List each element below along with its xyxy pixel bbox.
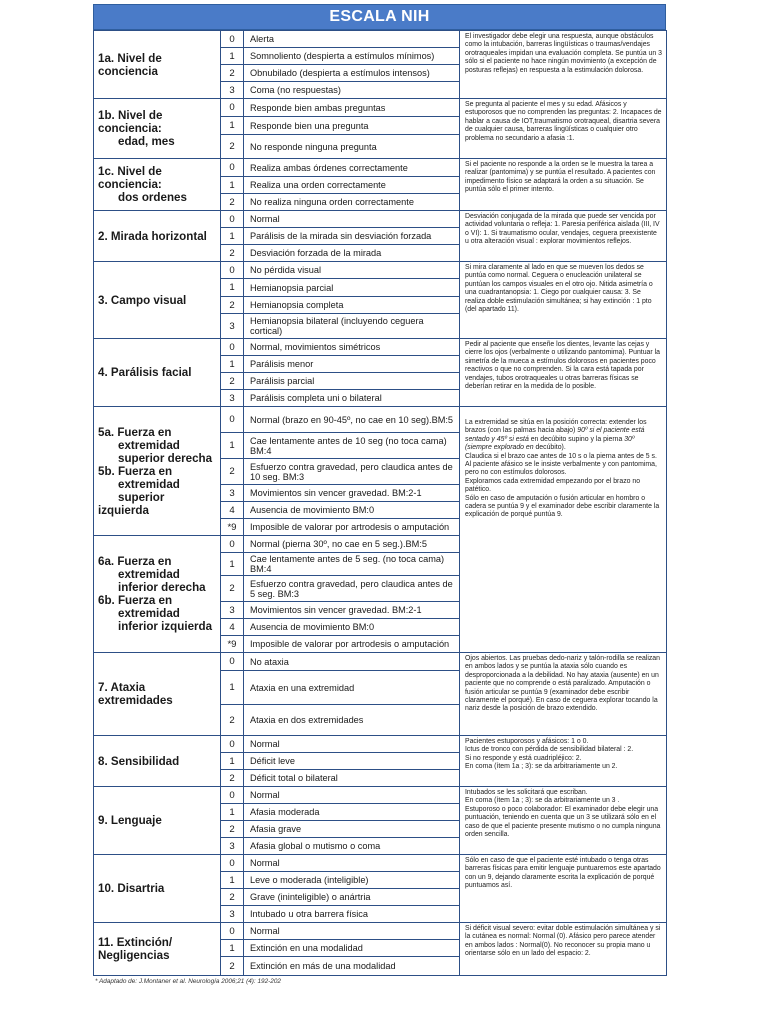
- score-cell: 2: [221, 576, 244, 602]
- option-text: Cae lentamente antes de 5 seg. (no toca cama) BM:4: [244, 553, 460, 576]
- item-1a-label: 1a. Nivel de conciencia: [94, 31, 221, 99]
- option-text: Déficit leve: [244, 753, 460, 770]
- option-text: No ataxia: [244, 653, 460, 671]
- item-1c-line2: dos ordenes: [118, 191, 187, 204]
- item-5b-line2: extremidad: [118, 477, 180, 491]
- item-6-label: [94, 536, 221, 653]
- option-text: Coma (no respuestas): [244, 82, 460, 99]
- score-cell: 0: [221, 536, 244, 553]
- score-cell: 3: [221, 906, 244, 923]
- footer-citation: * Adaptado de: J.Montaner et al. Neurología 2006;21 (4): 192-202: [95, 978, 281, 985]
- score-cell: 3: [221, 390, 244, 407]
- item-9-note: [460, 787, 667, 855]
- option-text: Realiza ambas órdenes correctamente: [244, 159, 460, 177]
- option-text: Normal: [244, 855, 460, 872]
- item-4-label: 4. Parálisis facial: [94, 339, 221, 407]
- score-cell: 2: [221, 889, 244, 906]
- score-cell: 3: [221, 82, 244, 99]
- score-cell: 0: [221, 923, 244, 940]
- score-cell: 1: [221, 279, 244, 297]
- score-cell: 2: [221, 821, 244, 838]
- option-text: Afasia moderada: [244, 804, 460, 821]
- note-text: Exploramos cada extremidad empezando por el brazo no patético.: [465, 477, 641, 494]
- item-7-note: Ojos abiertos. Las pruebas dedo-nariz y talón-rodilla se realizan en ambos lados y se puntúa la ataxia sólo cuando es desproporcionada a la debilidad. No hay ataxia (ausente) en un paciente que no comprende o está paralizado. Amputación o fusión articular se puntúa 9 (examinador debe escribir claramente el porqué). En caso de ceguera explorar tocando la nariz desde la posición de brazo extendido.: [460, 653, 667, 736]
- score-cell: *9: [221, 519, 244, 536]
- score-cell: 2: [221, 459, 244, 485]
- item-11-line1: 11. Extinción/: [98, 936, 173, 949]
- item-11-label: [94, 923, 221, 976]
- score-cell: 3: [221, 485, 244, 502]
- option-text: Normal, movimientos simétricos: [244, 339, 460, 356]
- score-cell: 0: [221, 653, 244, 671]
- option-text: Imposible de valorar por artrodesis o amputación: [244, 636, 460, 653]
- table-row: [94, 923, 667, 940]
- option-text: Afasia grave: [244, 821, 460, 838]
- nih-scale-document: [93, 4, 666, 985]
- option-text: No responde ninguna pregunta: [244, 135, 460, 159]
- note-text: en decúbito supino y la pierna: [528, 435, 625, 443]
- option-text: Esfuerzo contra gravedad, pero claudica antes de 10 seg. BM:3: [244, 459, 460, 485]
- option-text: Hemianopsia completa: [244, 297, 460, 314]
- option-text: Alerta: [244, 31, 460, 48]
- note-text: Sólo en caso de amputación o fusión articular en hombro o cadera se puntúa 9 y el examinador debe escribir claramente la explicación de porqué puntúa 9.: [465, 494, 660, 519]
- item-8-label: 8. Sensibilidad: [94, 736, 221, 787]
- option-text: Afasia global o mutismo o coma: [244, 838, 460, 855]
- score-cell: 1: [221, 671, 244, 705]
- option-text: Normal: [244, 923, 460, 940]
- item-3-note: Si mira claramente al lado en que se mueven los dedos se puntúa como normal. Ceguera o enucleación unilateral se puntúan los campos visuales en el otro ojo. Nitida asimetría o una cuadrantanopsia: 1. Ciego por cualquier causa: 3. Se realiza doble estimulación simultánea; si hay extinción : 1 pto (del apartado 11).: [460, 262, 667, 339]
- item-5a-line3: superior derecha: [118, 451, 213, 465]
- option-text: Normal: [244, 736, 460, 753]
- note-italic: 30º (siempre explorado en: [465, 435, 635, 452]
- score-cell: 0: [221, 211, 244, 228]
- option-text: Hemianopsia parcial: [244, 279, 460, 297]
- option-text: Ataxia en dos extremidades: [244, 705, 460, 736]
- option-text: Normal: [244, 211, 460, 228]
- note-text: La extremidad se sitúa en la posición correcta: extender los brazos (con las palmas hacia abajo): [465, 419, 647, 435]
- note-text: Pacientes estuporosos y afásicos: 1 o 0.: [465, 738, 589, 745]
- option-text: Intubado u otra barrera física: [244, 906, 460, 923]
- option-text: Desviación forzada de la mirada: [244, 245, 460, 262]
- table-row: [94, 653, 667, 671]
- score-cell: 0: [221, 31, 244, 48]
- item-1c-note: Si el paciente no responde a la orden se le muestra la tarea a realizar (pantomima) y se puntúa el resultado. A pacientes con impedimento físico se adaptará la orden a su situación. Se puntúa sólo el primer intento.: [460, 159, 667, 211]
- option-text: Extinción en más de una modalidad: [244, 957, 460, 976]
- item-1b-line2: edad, mes: [118, 135, 175, 148]
- item-1a-note: El investigador debe elegir una respuesta, aunque obstáculos como la intubación, barreras lingüísticas o traumas/vendajes orotraqueales impidan una evaluación completa. Se puntúa un 3 sólo si el paciente no hace ningún movimiento (a excepción de posturas reflejas) en respuesta a la estimulación dolorosa.: [460, 31, 667, 99]
- note-text: Estuporoso o poco colaborador: El examinador debe elegir una puntuación, teniendo en cuenta que un 3 se utilizará sólo en el caso de que el paciente presente mutismo o no cumpla ninguna orden sencilla.: [465, 805, 661, 839]
- score-cell: 4: [221, 619, 244, 636]
- item-9-label: 9. Lenguaje: [94, 787, 221, 855]
- score-cell: 0: [221, 159, 244, 177]
- score-cell: 1: [221, 177, 244, 194]
- table-row: [94, 262, 667, 279]
- note-text: Ictus de tronco con pérdida de sensibilidad bilateral : 2.: [465, 746, 634, 754]
- document-title: ESCALA NIH: [93, 4, 666, 30]
- option-text: Realiza una orden correctamente: [244, 177, 460, 194]
- option-text: Responde bien ambas preguntas: [244, 99, 460, 117]
- score-cell: 2: [221, 957, 244, 976]
- item-2-note: Desviación conjugada de la mirada que puede ser vencida por actividad voluntaria o refleja: 1. Paresia periférica aislada (III, IV o VI): 1. Si traumatismo ocular, vendajes, ceguera preexistente u otra alteración visual : explorar movimientos reflejos.: [460, 211, 667, 262]
- item-5-6-note: [460, 407, 667, 653]
- item-2-label: 2. Mirada horizontal: [94, 211, 221, 262]
- option-text: Normal: [244, 787, 460, 804]
- score-cell: 1: [221, 872, 244, 889]
- item-6b-line1: 6b. Fuerza en: [98, 594, 173, 607]
- score-cell: 2: [221, 705, 244, 736]
- item-8-note: [460, 736, 667, 787]
- option-text: Somnoliento (despierta a estímulos mínimos): [244, 48, 460, 65]
- option-text: Hemianopsia bilateral (incluyendo ceguera cortical): [244, 314, 460, 339]
- option-text: Responde bien una pregunta: [244, 117, 460, 135]
- score-cell: 0: [221, 339, 244, 356]
- item-5b-line3: superior: [118, 490, 165, 504]
- option-text: Grave (ininteligible) o anártria: [244, 889, 460, 906]
- score-cell: 2: [221, 245, 244, 262]
- item-3-label: 3. Campo visual: [94, 262, 221, 339]
- note-text: decúbito).: [533, 444, 566, 452]
- item-1b-label: [94, 99, 221, 159]
- note-text: En coma (ítem 1a ; 3): se da arbitrariamente un 2.: [465, 763, 618, 771]
- option-text: Parálisis parcial: [244, 373, 460, 390]
- table-row: [94, 736, 667, 753]
- option-text: Imposible de valorar por artrodesis o amputación: [244, 519, 460, 536]
- item-6b-line3: inferior izquierda: [118, 620, 213, 633]
- nih-scale-table: [93, 30, 667, 976]
- score-cell: 0: [221, 99, 244, 117]
- score-cell: 3: [221, 314, 244, 339]
- option-text: Movimientos sin vencer gravedad. BM:2-1: [244, 485, 460, 502]
- note-text: Claudica si el brazo cae antes de 10 s o la pierna antes de 5 s.: [465, 452, 657, 460]
- score-cell: 1: [221, 804, 244, 821]
- item-1b-line1: 1b. Nivel de conciencia:: [98, 109, 163, 135]
- item-5b-line1: 5b. Fuerza en: [98, 464, 173, 478]
- table-row: [94, 159, 667, 177]
- item-5b-line4: izquierda: [98, 503, 149, 517]
- score-cell: 2: [221, 194, 244, 211]
- score-cell: 1: [221, 356, 244, 373]
- item-6b-line2: extremidad: [118, 607, 180, 620]
- note-italic: 90º si el paciente está sentado y 45º si está: [465, 427, 645, 443]
- item-5a-line2: extremidad: [118, 438, 180, 452]
- option-text: Normal (brazo en 90-45º, no cae en 10 seg).BM:5: [244, 407, 460, 433]
- option-text: Parálisis completa uni o bilateral: [244, 390, 460, 407]
- score-cell: 1: [221, 228, 244, 245]
- score-cell: 3: [221, 602, 244, 619]
- score-cell: 0: [221, 855, 244, 872]
- item-11-line2: Negligencias: [98, 949, 170, 962]
- option-text: Extinción en una modalidad: [244, 940, 460, 957]
- table-row: [94, 31, 667, 48]
- score-cell: 0: [221, 262, 244, 279]
- item-1b-note: Se pregunta al paciente el mes y su edad. Afásicos y estuporosos que no comprenden las preguntas: 2. Incapaces de hablar a causa de IOT,traumatismo orotraqueal, disartria severa de cualquier causa, barreras lingüísticas o cualquier otro problema no secundario a afasia :1.: [460, 99, 667, 159]
- item-1c-label: [94, 159, 221, 211]
- score-cell: 0: [221, 736, 244, 753]
- item-1c-line1: 1c. Nivel de conciencia:: [98, 165, 162, 191]
- item-11-note: Si déficit visual severo: evitar doble estimulación simultánea y si la cutánea es normal: Normal (0). Afásico pero parece atender en ambos lados : Normal(0). No reconocer su propia mano u orientarse sólo en un lado del espacio: 2.: [460, 923, 667, 976]
- option-text: Leve o moderada (inteligible): [244, 872, 460, 889]
- item-4-note: Pedir al paciente que enseñe los dientes, levante las cejas y cierre los ojos (verbalmente o utilizando pantomima). Puntuar la simetría de la mueca a estímulos dolorosos en pacientes poco reactivos o que no comprenden. Si la cara está tapada por vendajes, tubos orotraqueales u otras barreras físicas se deberían retirar en la medida de lo posible.: [460, 339, 667, 407]
- item-5a-line1: 5a. Fuerza en: [98, 425, 172, 439]
- item-10-label: 10. Disartria: [94, 855, 221, 923]
- score-cell: *9: [221, 636, 244, 653]
- score-cell: 2: [221, 770, 244, 787]
- option-text: Movimientos sin vencer gravedad. BM:2-1: [244, 602, 460, 619]
- note-text: Intubados se les solicitará que escriban.: [465, 789, 588, 796]
- score-cell: 4: [221, 502, 244, 519]
- item-7-label: 7. Ataxia extremidades: [94, 653, 221, 736]
- item-6a-line2: extremidad: [118, 568, 180, 581]
- score-cell: 3: [221, 838, 244, 855]
- item-10-note: Sólo en caso de que el paciente esté intubado o tenga otras barreras físicas para emitir lenguaje puntuaremos este apartado con un 9, dejando claramente escrita la explicación de porqué puntuamos así.: [460, 855, 667, 923]
- option-text: Normal (pierna 30º, no cae en 5 seg.).BM:5: [244, 536, 460, 553]
- score-cell: 0: [221, 407, 244, 433]
- score-cell: 1: [221, 753, 244, 770]
- note-text: Si no responde y está cuadripléjico: 2.: [465, 754, 582, 762]
- option-text: Obnubilado (despierta a estímulos intensos): [244, 65, 460, 82]
- score-cell: 2: [221, 297, 244, 314]
- option-text: No pérdida visual: [244, 262, 460, 279]
- table-row: [94, 339, 667, 356]
- option-text: Déficit total o bilateral: [244, 770, 460, 787]
- option-text: Cae lentamente antes de 10 seg (no toca cama) BM:4: [244, 433, 460, 459]
- option-text: Ausencia de movimiento BM:0: [244, 619, 460, 636]
- score-cell: 1: [221, 940, 244, 957]
- item-6a-line3: inferior derecha: [118, 581, 206, 594]
- note-text: En coma (ítem 1a ; 3): se da arbitrariamente un 3 .: [465, 797, 620, 805]
- table-row: [94, 99, 667, 117]
- score-cell: 1: [221, 117, 244, 135]
- note-text: Al paciente afásico se le insiste verbalmente y con pantomima, pero no con estímulos dolorosos.: [465, 461, 657, 477]
- score-cell: 2: [221, 373, 244, 390]
- option-text: Parálisis menor: [244, 356, 460, 373]
- option-text: No realiza ninguna orden correctamente: [244, 194, 460, 211]
- table-row: [94, 211, 667, 228]
- score-cell: 1: [221, 433, 244, 459]
- option-text: Ausencia de movimiento BM:0: [244, 502, 460, 519]
- option-text: Ataxia en una extremidad: [244, 671, 460, 705]
- table-row: [94, 855, 667, 872]
- score-cell: 1: [221, 48, 244, 65]
- item-5-label: [94, 407, 221, 536]
- score-cell: 1: [221, 553, 244, 576]
- option-text: Esfuerzo contra gravedad, pero claudica antes de 5 seg. BM:3: [244, 576, 460, 602]
- table-row: [94, 407, 667, 433]
- score-cell: 2: [221, 135, 244, 159]
- option-text: Parálisis de la mirada sin desviación forzada: [244, 228, 460, 245]
- score-cell: 2: [221, 65, 244, 82]
- item-6a-line1: 6a. Fuerza en: [98, 555, 172, 568]
- score-cell: 0: [221, 787, 244, 804]
- table-row: [94, 787, 667, 804]
